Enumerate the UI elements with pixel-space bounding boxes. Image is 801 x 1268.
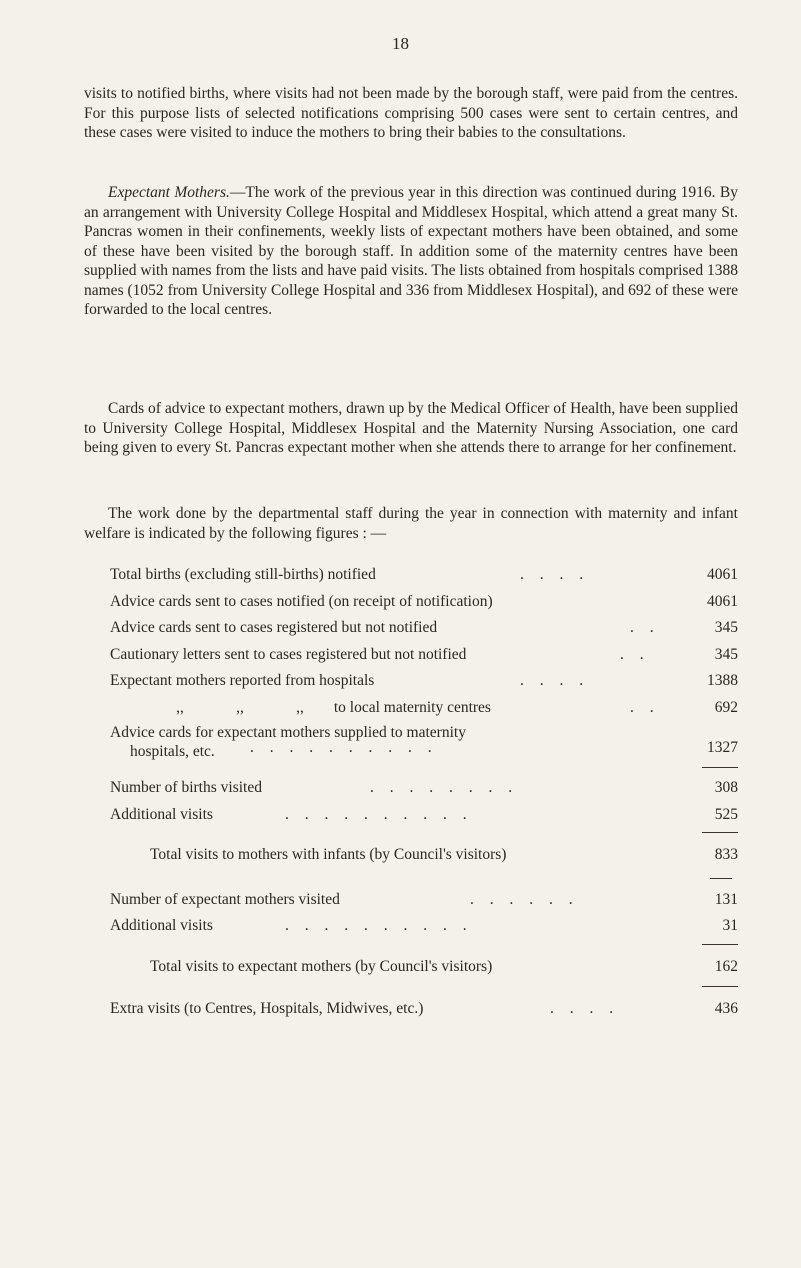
row-label: Advice cards sent to cases notified (on receipt of notification): [110, 592, 493, 610]
table-row-total: [110, 842, 738, 869]
ditto-mark: ,,: [236, 698, 244, 716]
row-label: Number of expectant mothers visited: [110, 890, 340, 908]
row-label: Total births (excluding still-births) notified: [110, 566, 376, 583]
row-value: 1327: [707, 739, 738, 756]
row-label: Cautionary letters sent to cases registered but not notified: [110, 645, 467, 663]
leader-dots: . .: [630, 619, 660, 636]
ditto-mark: ,,: [296, 698, 304, 716]
sum-rule: [702, 832, 738, 833]
row-label: Number of births visited: [110, 779, 262, 796]
rule-container: [110, 980, 738, 996]
leader-dots: . .: [630, 698, 660, 716]
sum-rule: [702, 986, 738, 987]
paragraph-3: [84, 399, 738, 458]
leader-dots: . . . . . . . . . .: [285, 805, 473, 823]
sum-rule: [702, 944, 738, 945]
paragraph-4: [84, 504, 738, 543]
row-label: Total visits to mothers with infants (by Council's visitors): [150, 846, 507, 863]
row-label: Expectant mothers reported from hospitals: [110, 672, 375, 689]
row-value: 131: [714, 890, 738, 908]
row-label: Advice cards sent to cases registered but not notified: [110, 619, 438, 636]
ditto-mark: ,,: [176, 698, 184, 716]
row-label: [150, 695, 491, 722]
paragraph-expectant-mothers: [84, 183, 738, 320]
sum-rule: [702, 767, 738, 768]
row-label-text: to local maternity centres: [333, 698, 491, 716]
row-value: 692: [714, 698, 738, 716]
row-value: 833: [714, 846, 738, 863]
table-row: [110, 562, 738, 589]
row-value: 525: [714, 805, 738, 823]
leader-dots: . . . . . . . . . .: [285, 917, 473, 934]
table-row: [110, 887, 738, 914]
table-row: [110, 913, 738, 940]
table-row: [110, 721, 738, 765]
row-label-line-2: hospitals, etc.: [130, 743, 215, 760]
leader-dots: . . . . . . . . . .: [250, 739, 438, 756]
paragraph-2-body: —The work of the previous year in this direction was continued during 1916. By an arrangement with University College Hospital and Middlesex Hospital, which attend a great many St. Pancras women in their confinements, weekly lists of expectant mothers have been obtained, and some of these have been visited by the borough staff. In addition some of the maternity centres have been supplied with names from the lists and have paid visits. The lists obtained from hospitals comprised 1388 names (1052 from University College Hospital and 336 from Middlesex Hospital), and 692 of these were forwarded to the local centres.: [84, 184, 738, 318]
row-value: 31: [722, 917, 738, 934]
rule-container: [110, 765, 738, 775]
row-value: 162: [714, 957, 738, 975]
leader-dots: . . . . . . . .: [370, 779, 519, 796]
rule-container: [110, 869, 738, 887]
row-label: Total visits to expectant mothers (by Council's visitors): [150, 957, 493, 975]
row-value: 345: [714, 619, 738, 636]
row-label: Additional visits: [110, 805, 213, 823]
row-label-line-1: Advice cards for expectant mothers supplied to maternity: [110, 724, 466, 741]
paragraph-3-text: Cards of advice to expectant mothers, drawn up by the Medical Officer of Health, have been supplied to University College Hospital, Middlesex Hospital and the Maternity Nursing Association, one card being given to every St. Pancras expectant mother when she attends there to arrange for her confinement.: [84, 400, 738, 456]
row-value: 308: [714, 779, 738, 796]
table-row: [110, 615, 738, 642]
table-row: [110, 668, 738, 695]
row-value: 4061: [707, 566, 738, 583]
paragraph-1: visits to notified births, where visits had not been made by the borough staff, were paid from the centres. For this purpose lists of selected notifications comprising 500 cases were sent to certain centres, and these cases were visited to induce the mothers to bring their babies to the consultations.: [84, 85, 738, 141]
figures-table: [110, 562, 738, 1023]
table-row: [110, 642, 738, 669]
table-row: [110, 589, 738, 616]
sum-rule: [710, 878, 732, 879]
row-value: 1388: [707, 672, 738, 689]
table-row: [110, 775, 738, 802]
leader-dots: . .: [620, 645, 650, 663]
table-row: [110, 802, 738, 829]
rule-container: [110, 940, 738, 954]
row-value: 345: [714, 645, 738, 663]
table-row: [110, 695, 738, 722]
row-label: Additional visits: [110, 917, 213, 934]
leader-dots: . . . .: [550, 1000, 620, 1017]
leader-dots: . . . .: [520, 566, 590, 583]
row-label: Extra visits (to Centres, Hospitals, Midwives, etc.): [110, 1000, 424, 1017]
page-number: 18: [392, 34, 409, 53]
paragraph-4-text: The work done by the departmental staff during the year in connection with maternity and infant welfare is indicated by the following figures : —: [84, 505, 738, 542]
row-value: 4061: [707, 592, 738, 610]
section-heading: Expectant Mothers.: [108, 184, 230, 201]
table-row-total: [110, 954, 738, 981]
table-row: [110, 996, 738, 1023]
leader-dots: . . . .: [520, 672, 590, 689]
rule-container: [110, 828, 738, 842]
row-value: 436: [714, 1000, 738, 1017]
leader-dots: . . . . . .: [470, 890, 579, 908]
